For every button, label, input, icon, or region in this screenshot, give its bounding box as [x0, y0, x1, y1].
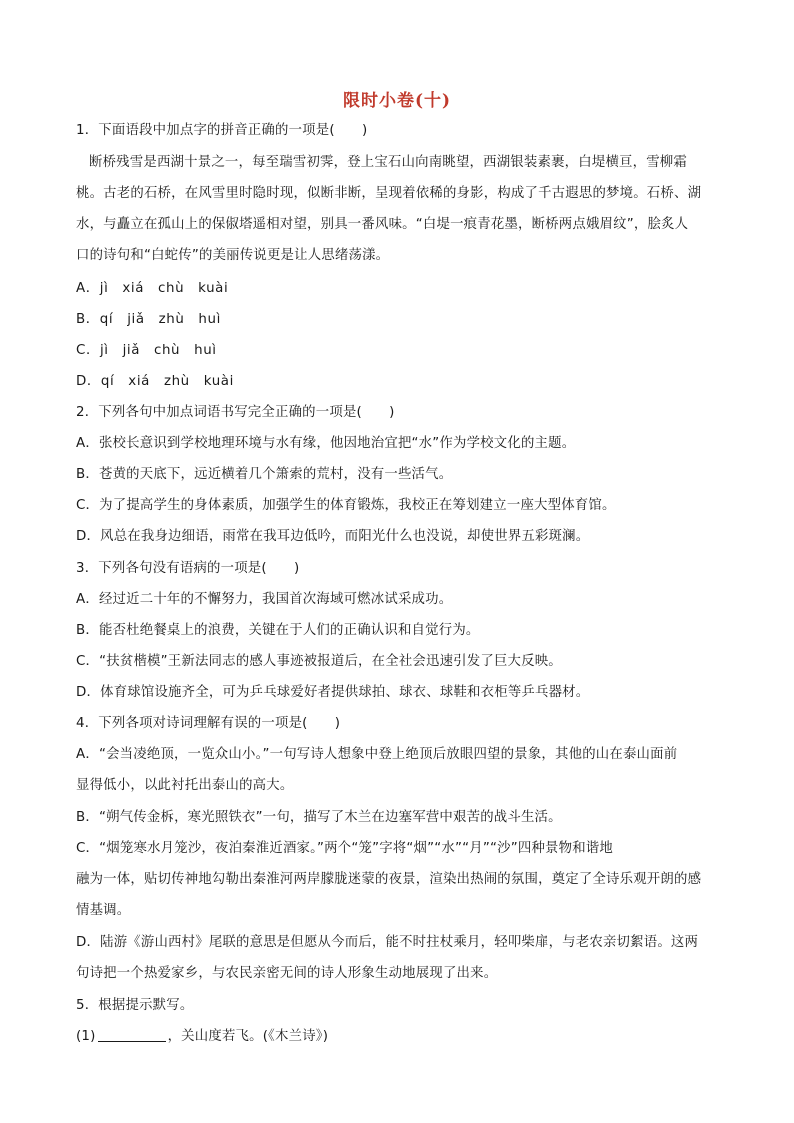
q1-passage-line: 口的诗句和“白蛇传”的美丽传说更是让人思绪荡漾。 — [76, 248, 390, 263]
q4-option-d: D．陆游《游山西村》尾联的意思是但愿从今而后，能不时拄杖乘月，轻叩柴扉，与老农亲切絮语。这两 — [76, 935, 699, 950]
q1-passage-line: 桃。古老的石桥，在风雪里时隐时现，似断非断，呈现着依稀的身影，构成了千古遐思的梦境。石桥、湖 — [76, 186, 702, 201]
q2-option-b: B．苍黄的天底下，远近横着几个箫索的荒村，没有一些活气。 — [76, 467, 453, 482]
q1-option-c: C．jì jiǎ chù huì — [76, 343, 217, 358]
page-title: 限时小卷(十) — [342, 91, 452, 111]
q5-item-1-blank[interactable] — [98, 1027, 166, 1042]
q1-option-a: A．jì xiá chù kuài — [76, 281, 229, 296]
q5-stem: 5．根据提示默写。 — [76, 998, 194, 1013]
q3-option-b: B．能否杜绝餐桌上的浪费，关键在于人们的正确认识和自觉行为。 — [76, 623, 480, 638]
q5-item-1-text: ，关山度若飞。(《木兰诗》) — [167, 1029, 329, 1044]
q2-option-d: D．风总在我身边细语，雨常在我耳边低吟，而阳光什么也没说，却使世界五彩斑澜。 — [76, 529, 590, 544]
q3-option-c: C．“扶贫楷模”王新法同志的感人事迹被报道后，在全社会迅速引发了巨大反映。 — [76, 654, 562, 669]
q4-option-b: B．“朔气传金柝，寒光照铁衣”一句，描写了木兰在边塞军营中艰苦的战斗生活。 — [76, 810, 562, 825]
q4-option-c-cont: 情基调。 — [76, 903, 131, 918]
q1-passage-line: 断桥残雪是西湖十景之一，每至瑞雪初霁，登上宝石山向南眺望，西湖银装素裹，白堤横亘，雪柳霜 — [89, 155, 687, 170]
q2-option-c: C．为了提高学生的身体素质，加强学生的体育锻炼，我校正在筹划建立一座大型体育馆。 — [76, 498, 616, 513]
q4-option-a-cont: 显得低小，以此衬托出泰山的高大。 — [76, 778, 294, 793]
q1-option-b: B．qí jiǎ zhù huì — [76, 312, 221, 327]
q3-option-a: A．经过近二十年的不懈努力，我国首次海域可燃冰试采成功。 — [76, 592, 453, 607]
q5-item-1 — [76, 1027, 726, 1047]
q4-option-c-cont: 融为一体，贴切传神地勾勒出秦淮河两岸朦胧迷蒙的夜景，渲染出热闹的氛围，奠定了全诗乐观开朗的感 — [76, 872, 702, 887]
q4-option-d-cont: 句诗把一个热爱家乡，与农民亲密无间的诗人形象生动地展现了出来。 — [76, 966, 498, 981]
q3-stem: 3．下列各句没有语病的一项是( ) — [76, 561, 300, 576]
q4-option-a: A．“会当凌绝顶，一览众山小。”一句写诗人想象中登上绝顶后放眼四望的景象，其他的山在泰山面前 — [76, 747, 678, 762]
q1-passage-line: 水，与矗立在孤山上的保俶塔遥相对望，别具一番风味。“白堤一痕青花墨，断桥两点娥眉纹”，脍炙人 — [76, 217, 689, 232]
q5-item-1-number: (1) — [76, 1029, 96, 1044]
q2-stem: 2．下列各句中加点词语书写完全正确的一项是( ) — [76, 405, 395, 420]
q1-option-d: D．qí xiá zhù kuài — [76, 374, 234, 389]
q4-stem: 4．下列各项对诗词理解有误的一项是( ) — [76, 716, 341, 731]
q1-stem: 1．下面语段中加点字的拼音正确的一项是( ) — [76, 123, 368, 138]
q4-option-c: C．“烟笼寒水月笼沙，夜泊秦淮近酒家。”两个“笼”字将“烟”“水”“月”“沙”四种景物和谐地 — [76, 841, 613, 856]
q3-option-d: D．体育球馆设施齐全，可为乒乓球爱好者提供球拍、球衣、球鞋和衣柜等乒乓器材。 — [76, 685, 590, 700]
q2-option-a: A．张校长意识到学校地理环境与水有缘，他因地治宜把“水”作为学校文化的主题。 — [76, 436, 576, 451]
